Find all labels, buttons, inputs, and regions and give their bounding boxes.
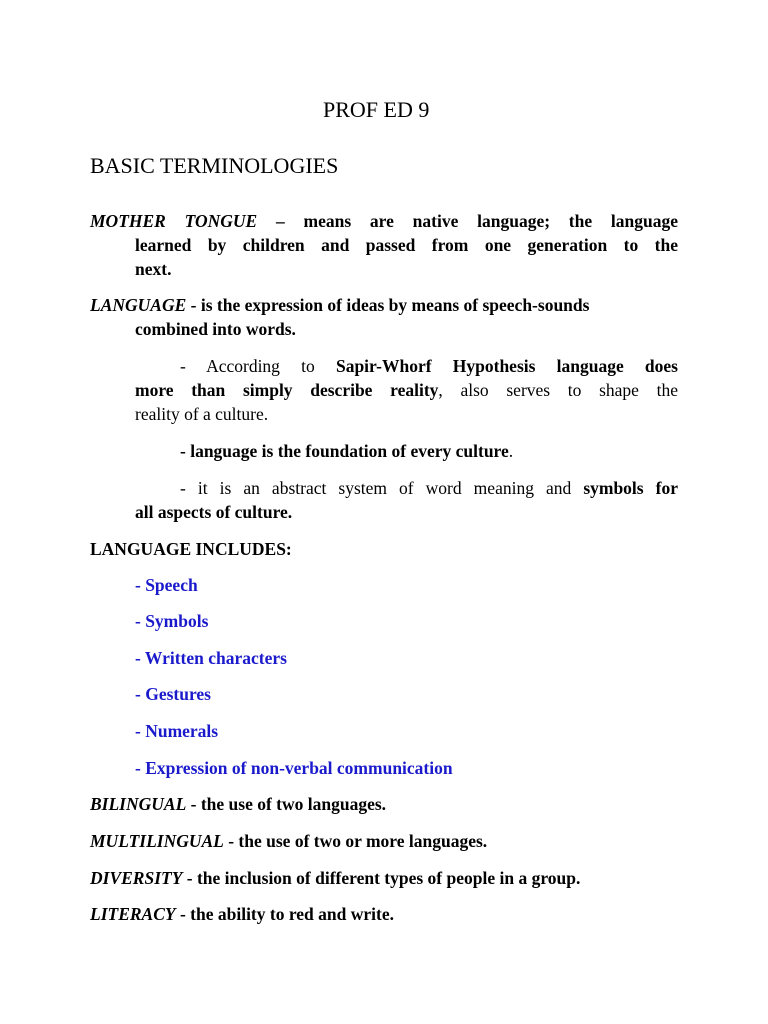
diversity-line [90, 866, 580, 890]
includes-item-label: Symbols [145, 611, 209, 631]
abstract-line-1 [180, 476, 678, 500]
sapir-prefix: - According to [180, 356, 315, 376]
includes-item [135, 719, 218, 743]
sapir-line-2 [135, 378, 678, 402]
includes-item-label: Gestures [145, 684, 211, 704]
multilingual-line [90, 829, 487, 853]
diversity-term: DIVERSITY [90, 868, 183, 888]
includes-item-dash: - [135, 575, 146, 595]
includes-item [135, 646, 287, 670]
language-term: LANGUAGE [90, 295, 187, 315]
includes-item-label: Numerals [145, 721, 219, 741]
sapir-rest-2: , also serves to shape the [438, 380, 678, 400]
sapir-bold-2: more than simply describe reality [135, 380, 439, 400]
multilingual-def: - the use of two or more languages. [223, 831, 488, 851]
includes-item [135, 756, 453, 780]
literacy-line [90, 902, 394, 926]
abstract-line-2: all aspects of culture. [135, 502, 293, 522]
bilingual-line [90, 792, 386, 816]
language-line-1 [90, 293, 589, 317]
abstract-prefix: - it is an abstract system of word meaning and [180, 478, 572, 498]
mother-tongue-term: MOTHER TONGUE [90, 211, 258, 231]
bilingual-term: BILINGUAL [90, 794, 187, 814]
document-title: PROF ED 9 [323, 97, 430, 122]
includes-item-dash: - [135, 721, 146, 741]
multilingual-term: MULTILINGUAL [90, 831, 224, 851]
mother-tongue-line-3: next. [135, 259, 172, 279]
includes-item [135, 573, 198, 597]
includes-item [135, 609, 208, 633]
includes-item-dash: - [135, 684, 146, 704]
sapir-line-1 [180, 354, 678, 378]
foundation-bold: - language is the foundation of every culture [180, 441, 509, 461]
foundation-end: . [508, 441, 514, 461]
section-heading: BASIC TERMINOLOGIES [90, 153, 339, 178]
includes-item-label: Speech [145, 575, 198, 595]
literacy-term: LITERACY [90, 904, 176, 924]
diversity-def: - the inclusion of different types of people in a group. [182, 868, 581, 888]
includes-item-label: Expression of non-verbal communication [145, 758, 453, 778]
includes-item-dash: - [135, 611, 146, 631]
mother-tongue-line-2: learned by children and passed from one generation to the [135, 235, 678, 255]
includes-item-dash: - [135, 758, 146, 778]
includes-heading: LANGUAGE INCLUDES: [90, 539, 292, 559]
includes-item [135, 682, 211, 706]
sapir-line-3: reality of a culture. [135, 404, 269, 424]
includes-item-label: Written characters [144, 648, 287, 668]
foundation-line [180, 439, 513, 463]
language-line-2: combined into words. [135, 319, 296, 339]
bilingual-def: - the use of two languages. [186, 794, 387, 814]
mother-tongue-line-1 [90, 209, 678, 233]
mother-tongue-def-1: – means are native language; the language [276, 211, 678, 231]
sapir-bold-1: Sapir-Whorf Hypothesis language does [335, 356, 678, 376]
language-def-1: - is the expression of ideas by means of speech-sounds [190, 295, 590, 315]
abstract-bold-1: symbols for [583, 478, 678, 498]
literacy-def: - the ability to red and write. [175, 904, 394, 924]
includes-item-dash: - [135, 648, 145, 668]
